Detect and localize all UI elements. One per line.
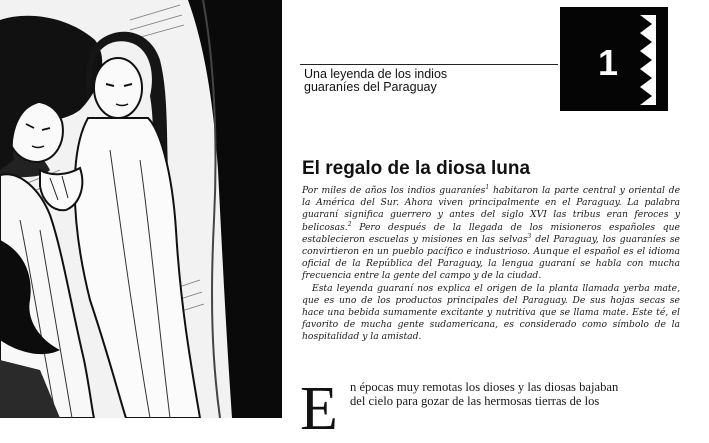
chapter-label-line: Una leyenda de los indios [304, 67, 448, 81]
footnote-mark: 3 [527, 232, 532, 240]
intro-segment: habitaron la parte central y oriental de la América del Sur. Ahora viven principalmente en el Paraguay. La palabra guaraní significa guerrero y antes del siglo XVI las tribus eran feroces y belicosas. [302, 185, 681, 233]
intro-segment: Pero después de la llegada de los misioneros españoles que establecieron escuelas y misiones en las selvas [302, 221, 680, 245]
drop-cap: E [300, 375, 338, 443]
chapter-illustration [0, 0, 282, 418]
footnote-mark: 1 [485, 183, 490, 191]
story-title: El regalo de la diosa luna [302, 158, 531, 179]
story-body [350, 380, 680, 408]
intro-paragraph: Esta leyenda guaraní nos explica el origen de la planta llamada yerba mate, que es uno de los productos principales del Paraguay. De sus hojas secas se hace una bebida sumamente excitante y nutritiva que se llama mate. Este té, el favorito de mucha gente sudamericana, es considerado como símbolo de la hospitalidad y la amistad. [302, 282, 680, 343]
intro-segment: Por miles de años los indios guaraníes [302, 185, 486, 196]
chapter-label [304, 68, 554, 94]
body-line: del cielo para gozar de las hermosas tierras de los [350, 394, 600, 408]
body-line: n épocas muy remotas los dioses y las diosas bajaban [350, 380, 619, 394]
chapter-number-box [560, 7, 668, 111]
intro-paragraph [302, 185, 680, 283]
chapter-label-line: guaraníes del Paraguay [304, 80, 437, 94]
chapter-number: 1 [597, 42, 619, 83]
chapter-rule [300, 64, 558, 65]
intro-segment: del Paraguay, los guaraníes se convirtieron en un pueblo pacífico e industrioso. Aunque el español es el idioma oficial de la República del Paraguay, la lengua guaraní se habla con mucha frecuencia entre la gente del campo y de la ciudad. [302, 233, 680, 282]
intro-text [302, 185, 680, 344]
women-illustration [0, 0, 282, 418]
footnote-mark: 2 [347, 220, 352, 228]
